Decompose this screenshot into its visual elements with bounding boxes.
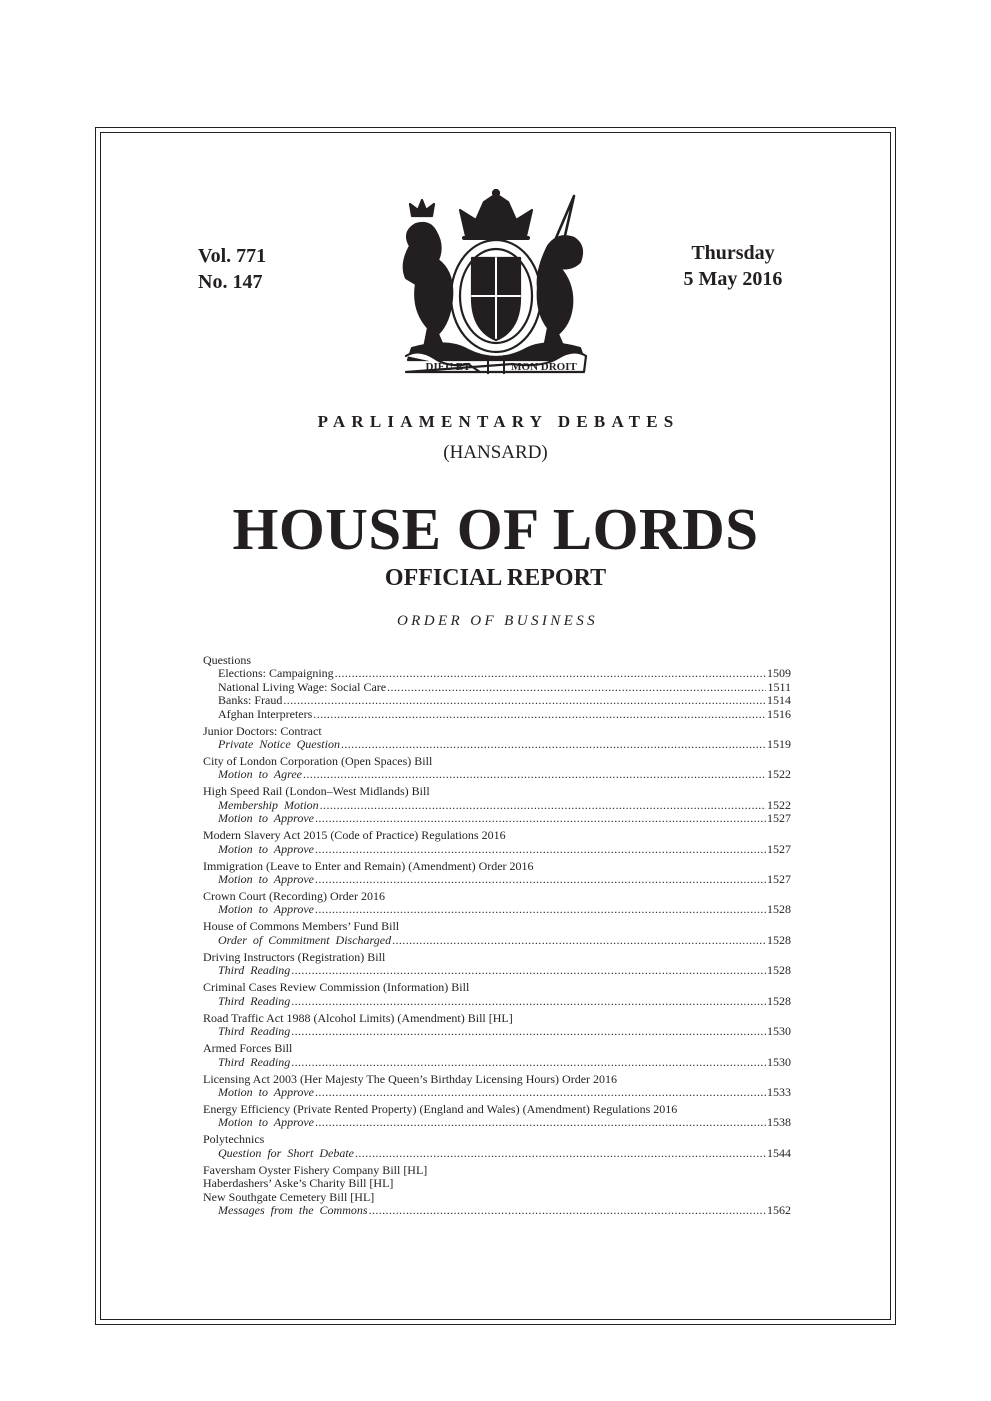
parliamentary-debates-heading: PARLIAMENTARY DEBATES	[317, 412, 680, 431]
toc-section	[203, 890, 791, 917]
toc-section-title: Crown Court (Recording) Order 2016	[203, 889, 385, 904]
toc-entry[interactable]	[203, 694, 791, 707]
dot-leader	[315, 843, 766, 856]
toc-entry[interactable]	[203, 964, 791, 977]
toc-entry[interactable]	[203, 1147, 791, 1160]
toc-section-title: Polytechnics	[203, 1132, 265, 1147]
toc-section-title: City of London Corporation (Open Spaces) Bill	[203, 754, 433, 769]
toc-entry-label: Third Reading	[218, 1024, 291, 1039]
date-block	[660, 240, 806, 292]
toc-page-number: 1516	[767, 706, 791, 721]
dot-leader	[283, 694, 766, 707]
toc-entry-label: Third Reading	[218, 1054, 291, 1069]
toc-page-number: 1530	[767, 1024, 791, 1039]
toc-section-title: Armed Forces Bill	[203, 1041, 293, 1056]
dot-leader	[315, 1116, 766, 1129]
toc-entry-label: Motion to Approve	[218, 1115, 314, 1130]
toc-entry-label: Banks: Fraud	[218, 693, 283, 708]
motto-left: DIEU ET	[425, 361, 471, 373]
toc-entry-label: Afghan Interpreters	[218, 706, 313, 721]
dot-leader	[303, 768, 766, 781]
dot-leader	[392, 934, 766, 947]
toc-section	[203, 1103, 791, 1130]
toc-page-number: 1514	[767, 693, 791, 708]
toc-entry-label: Third Reading	[218, 963, 291, 978]
toc-section-title: Criminal Cases Review Commission (Information) Bill	[203, 980, 470, 995]
toc-section-title: Driving Instructors (Registration) Bill	[203, 949, 386, 964]
dot-leader	[291, 995, 766, 1008]
toc-entry-label: Motion to Agree	[218, 767, 302, 782]
toc-entry[interactable]	[203, 812, 791, 825]
toc-entry[interactable]	[203, 1116, 791, 1129]
toc-section-title: Modern Slavery Act 2015 (Code of Practice) Regulations 2016	[203, 828, 506, 843]
toc-section	[203, 920, 791, 947]
dot-leader	[313, 708, 766, 721]
dot-leader	[315, 903, 766, 916]
toc-page-number: 1522	[767, 767, 791, 782]
order-of-business-heading: ORDER OF BUSINESS	[396, 613, 599, 629]
toc-section-title: Junior Doctors: Contract	[203, 723, 322, 738]
toc-entry[interactable]	[203, 903, 791, 916]
toc-entry-label: Messages from the Commons	[218, 1202, 368, 1217]
toc-section	[203, 1164, 791, 1218]
toc-entry[interactable]	[203, 667, 791, 680]
dot-leader	[291, 964, 766, 977]
toc-page-number: 1528	[767, 963, 791, 978]
toc-page-number: 1562	[767, 1202, 791, 1217]
dot-leader	[291, 1025, 766, 1038]
toc-entry[interactable]	[203, 1025, 791, 1038]
royal-coat-of-arms-icon	[388, 188, 603, 374]
toc-entry[interactable]	[203, 1204, 791, 1217]
date: 5 May 2016	[683, 268, 783, 290]
toc-page-number: 1527	[767, 841, 791, 856]
order-of-business-contents	[203, 654, 791, 1217]
toc-entry-label: Order of Commitment Discharged	[218, 932, 392, 947]
toc-entry[interactable]	[203, 738, 791, 751]
issue-number: No. 147	[198, 271, 263, 293]
toc-entry[interactable]	[203, 995, 791, 1008]
toc-section-title: Immigration (Leave to Enter and Remain) (Amendment) Order 2016	[203, 858, 534, 873]
toc-section-title: House of Commons Members’ Fund Bill	[203, 919, 400, 934]
dot-leader	[369, 1204, 766, 1217]
toc-section-title: Faversham Oyster Fishery Company Bill [HL]	[203, 1162, 428, 1177]
dot-leader	[315, 873, 766, 886]
dot-leader	[315, 1086, 766, 1099]
toc-page-number: 1528	[767, 932, 791, 947]
toc-entry[interactable]	[203, 843, 791, 856]
toc-page-number: 1527	[767, 811, 791, 826]
toc-page-number: 1509	[767, 666, 791, 681]
toc-entry[interactable]	[203, 934, 791, 947]
toc-entry-label: Third Reading	[218, 993, 291, 1008]
toc-page-number: 1530	[767, 1054, 791, 1069]
toc-entry-label: Motion to Approve	[218, 841, 314, 856]
toc-page-number: 1544	[767, 1145, 791, 1160]
toc-section-title: Haberdashers’ Aske’s Charity Bill [HL]	[203, 1176, 394, 1191]
toc-page-number: 1528	[767, 902, 791, 917]
toc-entry-label: Membership Motion	[218, 797, 319, 812]
toc-section-title: Licensing Act 2003 (Her Majesty The Queen’s Birthday Licensing Hours) Order 2016	[203, 1071, 618, 1086]
dot-leader	[291, 1056, 766, 1069]
toc-section	[203, 951, 791, 978]
toc-page-number: 1511	[767, 679, 791, 694]
toc-section-title: Questions	[203, 653, 251, 667]
toc-page-number: 1519	[767, 737, 791, 752]
toc-page-number: 1522	[767, 797, 791, 812]
toc-entry[interactable]	[203, 768, 791, 781]
toc-section	[203, 829, 791, 856]
toc-section	[203, 654, 791, 721]
toc-entry-label: Motion to Approve	[218, 902, 314, 917]
toc-section	[203, 1133, 791, 1160]
toc-page-number: 1538	[767, 1115, 791, 1130]
dot-leader	[387, 681, 766, 694]
toc-section	[203, 1012, 791, 1039]
toc-entry-label: Question for Short Debate	[218, 1145, 354, 1160]
official-report-title: OFFICIAL REPORT	[384, 565, 607, 591]
toc-entry[interactable]	[203, 708, 791, 721]
toc-entry-label: Elections: Campaigning	[218, 666, 334, 681]
volume-number-block	[198, 243, 266, 295]
toc-section	[203, 1073, 791, 1100]
hansard-subheading: (HANSARD)	[443, 442, 548, 463]
toc-section	[203, 1042, 791, 1069]
toc-section-title: Energy Efficiency (Private Rented Property) (England and Wales) (Amendment) Regulations 2016	[203, 1101, 678, 1116]
dot-leader	[341, 738, 766, 751]
motto-right: MON DROIT	[511, 361, 577, 373]
toc-entry[interactable]	[203, 799, 791, 812]
dot-leader	[335, 667, 766, 680]
toc-section	[203, 785, 791, 825]
toc-section	[203, 755, 791, 782]
toc-entry[interactable]	[203, 1056, 791, 1069]
toc-entry-label: Motion to Approve	[218, 872, 314, 887]
toc-section-title: Road Traffic Act 1988 (Alcohol Limits) (Amendment) Bill [HL]	[203, 1010, 513, 1025]
toc-section-title: New Southgate Cemetery Bill [HL]	[203, 1189, 375, 1204]
toc-section-title: High Speed Rail (London–West Midlands) Bill	[203, 784, 430, 799]
toc-entry[interactable]	[203, 1086, 791, 1099]
toc-section	[203, 725, 791, 752]
dot-leader	[315, 812, 766, 825]
toc-page-number: 1533	[767, 1084, 791, 1099]
toc-section	[203, 981, 791, 1008]
toc-entry-label: National Living Wage: Social Care	[218, 679, 387, 694]
toc-entry-label: Private Notice Question	[218, 737, 340, 752]
weekday: Thursday	[691, 242, 775, 264]
toc-entry[interactable]	[203, 681, 791, 694]
toc-entry-label: Motion to Approve	[218, 811, 314, 826]
toc-entry[interactable]	[203, 873, 791, 886]
volume: Vol. 771	[198, 245, 267, 267]
dot-leader	[320, 799, 766, 812]
dot-leader	[355, 1147, 766, 1160]
toc-entry-label: Motion to Approve	[218, 1084, 314, 1099]
toc-page-number: 1527	[767, 872, 791, 887]
house-of-lords-title: HOUSE OF LORDS	[232, 496, 759, 562]
toc-page-number: 1528	[767, 993, 791, 1008]
toc-section	[203, 860, 791, 887]
